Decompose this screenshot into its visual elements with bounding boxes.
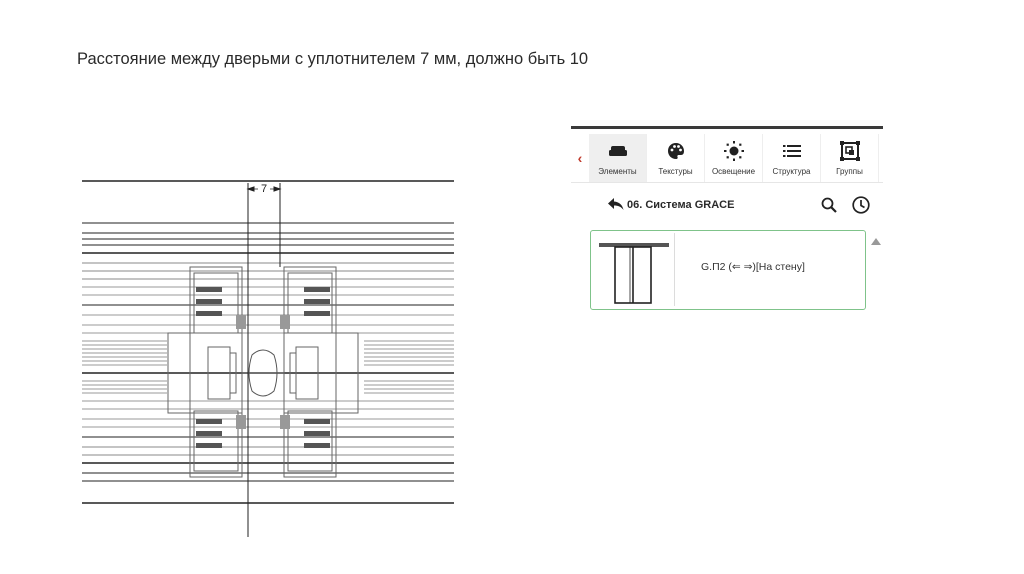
- group-icon: [839, 142, 861, 160]
- search-icon[interactable]: [821, 197, 837, 218]
- tabs-divider: [571, 182, 883, 183]
- tab-label: Структура: [772, 167, 811, 176]
- section-title: 06. Система GRACE: [627, 199, 735, 211]
- panel-top-border: [571, 126, 883, 129]
- tab-label: Освещение: [711, 167, 756, 176]
- tab-textures[interactable]: [647, 134, 705, 182]
- tab-structure[interactable]: [763, 134, 821, 182]
- tab-elements[interactable]: [589, 134, 647, 182]
- category-tabs: [571, 134, 883, 182]
- tab-groups[interactable]: [821, 134, 879, 182]
- tab-lighting[interactable]: [705, 134, 763, 182]
- item-label: G.П2 (⇐ ⇒)[На стену]: [701, 261, 805, 273]
- section-header: [571, 192, 883, 218]
- tab-label: Элементы: [598, 167, 637, 176]
- sofa-icon: [607, 142, 629, 160]
- element-library-panel: [571, 126, 883, 316]
- door-gap-drawing: [82, 175, 454, 540]
- item-thumbnail: [593, 233, 675, 306]
- tab-label: Группы: [836, 167, 863, 176]
- history-clock-icon[interactable]: [852, 196, 870, 219]
- sun-icon: [723, 142, 745, 160]
- palette-icon: [665, 142, 687, 160]
- tab-label: Текстуры: [658, 167, 693, 176]
- dimension-label: 7: [260, 183, 268, 195]
- scroll-up-arrow-icon[interactable]: [871, 232, 881, 250]
- technical-drawing-svg: [82, 175, 454, 540]
- tabs-scroll-left-button[interactable]: ‹: [577, 150, 583, 166]
- list-item[interactable]: [590, 230, 866, 310]
- slide-title: Расстояние между дверьми с уплотнителем 7 мм, должно быть 10: [77, 50, 589, 68]
- back-arrow-icon[interactable]: [608, 198, 624, 216]
- list-icon: [781, 142, 803, 160]
